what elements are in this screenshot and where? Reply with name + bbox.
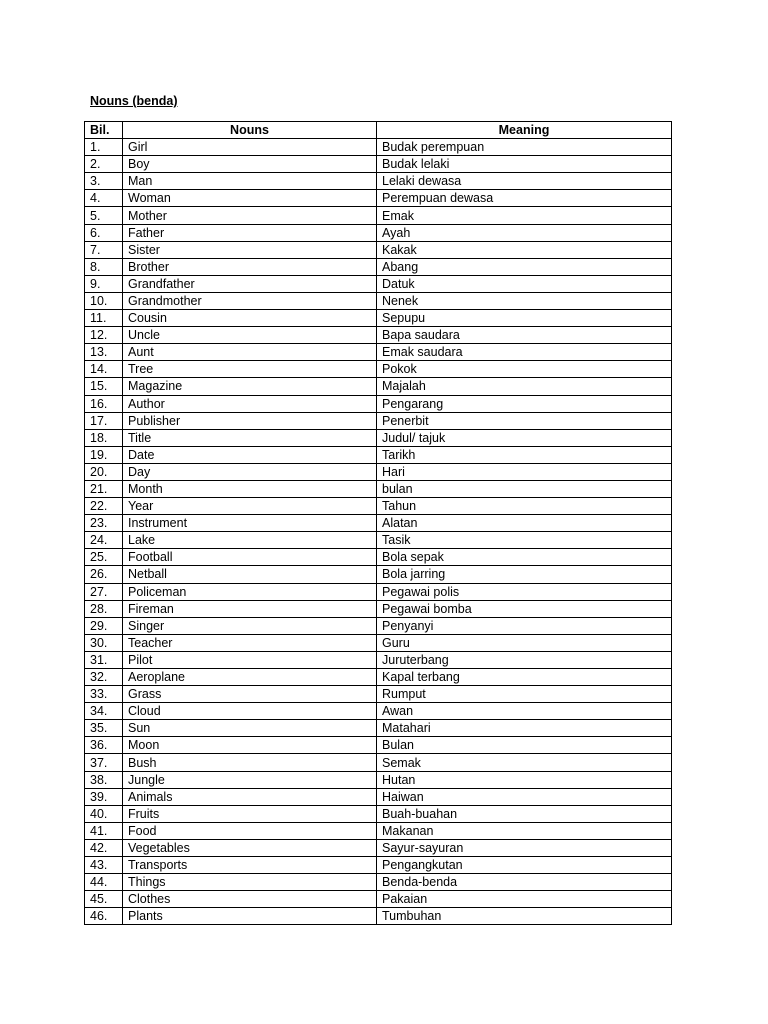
meaning-cell: Kapal terbang bbox=[377, 669, 672, 686]
row-number: 8. bbox=[85, 258, 123, 275]
table-row bbox=[85, 874, 672, 891]
table-row bbox=[85, 429, 672, 446]
row-number: 12. bbox=[85, 327, 123, 344]
table-header-row bbox=[85, 122, 672, 139]
row-number: 11. bbox=[85, 310, 123, 327]
meaning-cell: Haiwan bbox=[377, 788, 672, 805]
meaning-cell: Tumbuhan bbox=[377, 908, 672, 925]
meaning-cell: Pokok bbox=[377, 361, 672, 378]
noun-cell: Magazine bbox=[123, 378, 377, 395]
meaning-cell: Buah-buahan bbox=[377, 805, 672, 822]
noun-cell: Bush bbox=[123, 754, 377, 771]
noun-cell: Date bbox=[123, 446, 377, 463]
row-number: 1. bbox=[85, 139, 123, 156]
meaning-cell: Pengarang bbox=[377, 395, 672, 412]
table-row bbox=[85, 310, 672, 327]
table-row bbox=[85, 600, 672, 617]
noun-cell: Food bbox=[123, 822, 377, 839]
row-number: 14. bbox=[85, 361, 123, 378]
table-row bbox=[85, 686, 672, 703]
row-number: 3. bbox=[85, 173, 123, 190]
row-number: 21. bbox=[85, 480, 123, 497]
noun-cell: Fruits bbox=[123, 805, 377, 822]
row-number: 41. bbox=[85, 822, 123, 839]
noun-cell: Sister bbox=[123, 241, 377, 258]
meaning-cell: Juruterbang bbox=[377, 651, 672, 668]
meaning-cell: Tasik bbox=[377, 532, 672, 549]
meaning-cell: Hutan bbox=[377, 771, 672, 788]
noun-cell: Moon bbox=[123, 737, 377, 754]
meaning-cell: Emak bbox=[377, 207, 672, 224]
table-row bbox=[85, 241, 672, 258]
row-number: 40. bbox=[85, 805, 123, 822]
noun-cell: Tree bbox=[123, 361, 377, 378]
noun-cell: Plants bbox=[123, 908, 377, 925]
noun-cell: Cloud bbox=[123, 703, 377, 720]
meaning-cell: Bola sepak bbox=[377, 549, 672, 566]
meaning-cell: Rumput bbox=[377, 686, 672, 703]
meaning-cell: Penerbit bbox=[377, 412, 672, 429]
noun-cell: Aunt bbox=[123, 344, 377, 361]
noun-cell: Month bbox=[123, 480, 377, 497]
noun-cell: Aeroplane bbox=[123, 669, 377, 686]
noun-cell: Transports bbox=[123, 857, 377, 874]
noun-cell: Girl bbox=[123, 139, 377, 156]
noun-cell: Things bbox=[123, 874, 377, 891]
meaning-cell: Kakak bbox=[377, 241, 672, 258]
page-title: Nouns (benda) bbox=[90, 94, 178, 108]
table-row bbox=[85, 908, 672, 925]
row-number: 38. bbox=[85, 771, 123, 788]
table-row bbox=[85, 583, 672, 600]
noun-cell: Uncle bbox=[123, 327, 377, 344]
row-number: 2. bbox=[85, 156, 123, 173]
meaning-cell: Makanan bbox=[377, 822, 672, 839]
noun-cell: Netball bbox=[123, 566, 377, 583]
meaning-cell: Datuk bbox=[377, 275, 672, 292]
row-number: 9. bbox=[85, 275, 123, 292]
meaning-cell: Pengangkutan bbox=[377, 857, 672, 874]
row-number: 25. bbox=[85, 549, 123, 566]
meaning-cell: Bapa saudara bbox=[377, 327, 672, 344]
table-row bbox=[85, 258, 672, 275]
row-number: 30. bbox=[85, 634, 123, 651]
noun-cell: Publisher bbox=[123, 412, 377, 429]
table-row bbox=[85, 207, 672, 224]
table-row bbox=[85, 515, 672, 532]
row-number: 35. bbox=[85, 720, 123, 737]
noun-cell: Animals bbox=[123, 788, 377, 805]
meaning-cell: Judul/ tajuk bbox=[377, 429, 672, 446]
noun-cell: Singer bbox=[123, 617, 377, 634]
table-row bbox=[85, 703, 672, 720]
table-row bbox=[85, 651, 672, 668]
table-row bbox=[85, 498, 672, 515]
noun-cell: Jungle bbox=[123, 771, 377, 788]
row-number: 10. bbox=[85, 292, 123, 309]
table-row bbox=[85, 669, 672, 686]
row-number: 43. bbox=[85, 857, 123, 874]
row-number: 34. bbox=[85, 703, 123, 720]
meaning-cell: Budak lelaki bbox=[377, 156, 672, 173]
table-row bbox=[85, 737, 672, 754]
table-row bbox=[85, 190, 672, 207]
row-number: 6. bbox=[85, 224, 123, 241]
table-row bbox=[85, 617, 672, 634]
table-row bbox=[85, 771, 672, 788]
row-number: 23. bbox=[85, 515, 123, 532]
row-number: 5. bbox=[85, 207, 123, 224]
meaning-cell: Bulan bbox=[377, 737, 672, 754]
table-row bbox=[85, 822, 672, 839]
table-row bbox=[85, 463, 672, 480]
table-row bbox=[85, 720, 672, 737]
noun-cell: Cousin bbox=[123, 310, 377, 327]
meaning-cell: Penyanyi bbox=[377, 617, 672, 634]
meaning-cell: Bola jarring bbox=[377, 566, 672, 583]
row-number: 31. bbox=[85, 651, 123, 668]
table-row bbox=[85, 446, 672, 463]
table-row bbox=[85, 292, 672, 309]
table-row bbox=[85, 839, 672, 856]
table-row bbox=[85, 891, 672, 908]
row-number: 22. bbox=[85, 498, 123, 515]
row-number: 33. bbox=[85, 686, 123, 703]
noun-cell: Instrument bbox=[123, 515, 377, 532]
noun-cell: Grass bbox=[123, 686, 377, 703]
row-number: 36. bbox=[85, 737, 123, 754]
meaning-cell: Nenek bbox=[377, 292, 672, 309]
table-row bbox=[85, 361, 672, 378]
row-number: 27. bbox=[85, 583, 123, 600]
row-number: 39. bbox=[85, 788, 123, 805]
table-row bbox=[85, 378, 672, 395]
table-row bbox=[85, 788, 672, 805]
meaning-cell: Pakaian bbox=[377, 891, 672, 908]
row-number: 7. bbox=[85, 241, 123, 258]
meaning-cell: bulan bbox=[377, 480, 672, 497]
row-number: 4. bbox=[85, 190, 123, 207]
row-number: 26. bbox=[85, 566, 123, 583]
table-row bbox=[85, 634, 672, 651]
row-number: 29. bbox=[85, 617, 123, 634]
noun-cell: Teacher bbox=[123, 634, 377, 651]
row-number: 32. bbox=[85, 669, 123, 686]
table-row bbox=[85, 412, 672, 429]
noun-cell: Author bbox=[123, 395, 377, 412]
table-row bbox=[85, 395, 672, 412]
meaning-cell: Alatan bbox=[377, 515, 672, 532]
meaning-cell: Hari bbox=[377, 463, 672, 480]
noun-cell: Mother bbox=[123, 207, 377, 224]
noun-cell: Day bbox=[123, 463, 377, 480]
meaning-cell: Benda-benda bbox=[377, 874, 672, 891]
table-row bbox=[85, 327, 672, 344]
noun-cell: Clothes bbox=[123, 891, 377, 908]
meaning-cell: Sepupu bbox=[377, 310, 672, 327]
noun-cell: Fireman bbox=[123, 600, 377, 617]
table-row bbox=[85, 173, 672, 190]
table-row bbox=[85, 480, 672, 497]
nouns-table bbox=[84, 121, 672, 925]
meaning-cell: Majalah bbox=[377, 378, 672, 395]
table-row bbox=[85, 549, 672, 566]
table-row bbox=[85, 156, 672, 173]
row-number: 28. bbox=[85, 600, 123, 617]
table-row bbox=[85, 805, 672, 822]
header-bil: Bil. bbox=[85, 122, 123, 139]
meaning-cell: Lelaki dewasa bbox=[377, 173, 672, 190]
row-number: 13. bbox=[85, 344, 123, 361]
noun-cell: Grandmother bbox=[123, 292, 377, 309]
row-number: 15. bbox=[85, 378, 123, 395]
noun-cell: Father bbox=[123, 224, 377, 241]
noun-cell: Policeman bbox=[123, 583, 377, 600]
noun-cell: Sun bbox=[123, 720, 377, 737]
noun-cell: Lake bbox=[123, 532, 377, 549]
meaning-cell: Tahun bbox=[377, 498, 672, 515]
meaning-cell: Matahari bbox=[377, 720, 672, 737]
table-row bbox=[85, 344, 672, 361]
row-number: 42. bbox=[85, 839, 123, 856]
meaning-cell: Pegawai bomba bbox=[377, 600, 672, 617]
row-number: 45. bbox=[85, 891, 123, 908]
noun-cell: Woman bbox=[123, 190, 377, 207]
meaning-cell: Ayah bbox=[377, 224, 672, 241]
meaning-cell: Abang bbox=[377, 258, 672, 275]
row-number: 46. bbox=[85, 908, 123, 925]
table-row bbox=[85, 857, 672, 874]
row-number: 16. bbox=[85, 395, 123, 412]
row-number: 37. bbox=[85, 754, 123, 771]
noun-cell: Man bbox=[123, 173, 377, 190]
noun-cell: Football bbox=[123, 549, 377, 566]
meaning-cell: Emak saudara bbox=[377, 344, 672, 361]
header-meaning: Meaning bbox=[377, 122, 672, 139]
table-row bbox=[85, 754, 672, 771]
row-number: 24. bbox=[85, 532, 123, 549]
row-number: 20. bbox=[85, 463, 123, 480]
meaning-cell: Semak bbox=[377, 754, 672, 771]
meaning-cell: Budak perempuan bbox=[377, 139, 672, 156]
meaning-cell: Pegawai polis bbox=[377, 583, 672, 600]
meaning-cell: Guru bbox=[377, 634, 672, 651]
noun-cell: Vegetables bbox=[123, 839, 377, 856]
row-number: 19. bbox=[85, 446, 123, 463]
noun-cell: Boy bbox=[123, 156, 377, 173]
meaning-cell: Tarikh bbox=[377, 446, 672, 463]
meaning-cell: Perempuan dewasa bbox=[377, 190, 672, 207]
meaning-cell: Sayur-sayuran bbox=[377, 839, 672, 856]
row-number: 18. bbox=[85, 429, 123, 446]
table-row bbox=[85, 566, 672, 583]
noun-cell: Title bbox=[123, 429, 377, 446]
noun-cell: Pilot bbox=[123, 651, 377, 668]
row-number: 17. bbox=[85, 412, 123, 429]
noun-cell: Brother bbox=[123, 258, 377, 275]
table-row bbox=[85, 139, 672, 156]
noun-cell: Grandfather bbox=[123, 275, 377, 292]
table-row bbox=[85, 532, 672, 549]
meaning-cell: Awan bbox=[377, 703, 672, 720]
table-row bbox=[85, 275, 672, 292]
row-number: 44. bbox=[85, 874, 123, 891]
table-row bbox=[85, 224, 672, 241]
header-nouns: Nouns bbox=[123, 122, 377, 139]
noun-cell: Year bbox=[123, 498, 377, 515]
